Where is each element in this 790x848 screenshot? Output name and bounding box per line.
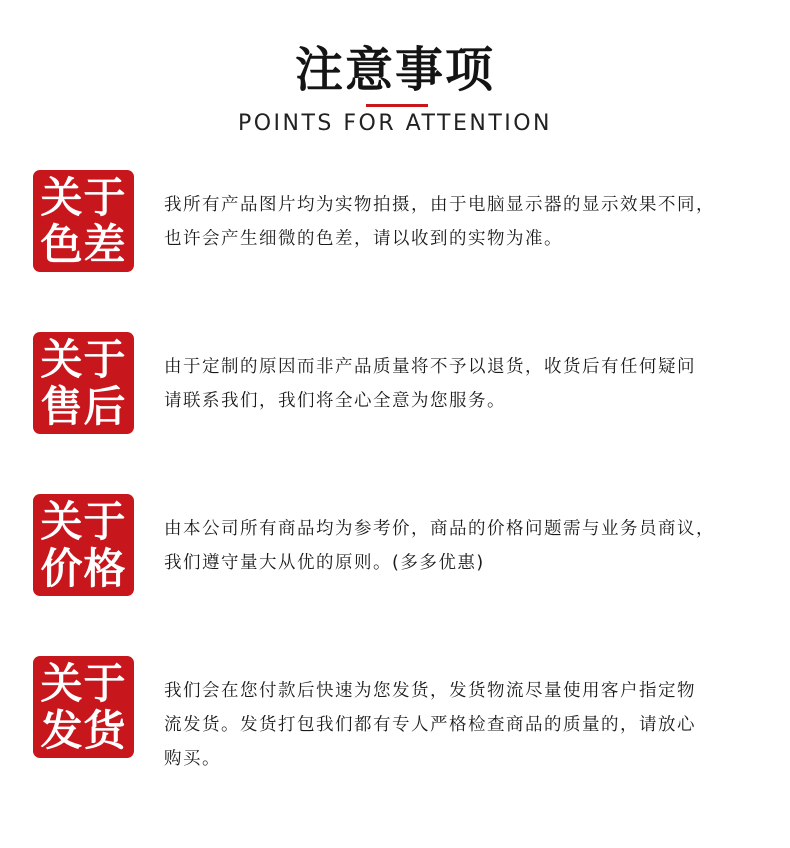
- description-line: 也许会产生细微的色差，请以收到的实物为准。: [164, 229, 563, 249]
- section-badge: [33, 656, 134, 758]
- badge-line-1: 关于: [40, 659, 127, 708]
- page-title: 注意事项: [294, 42, 495, 98]
- section-description: [164, 512, 776, 580]
- description-line: 流发货。发货打包我们都有专人严格检查商品的质量的，请放心: [164, 715, 696, 735]
- description-line: 我们会在您付款后快速为您发货，发货物流尽量使用客户指定物: [164, 681, 696, 701]
- section-description: [164, 674, 776, 776]
- section-after-sales: [33, 332, 773, 434]
- badge-line-2: 发货: [40, 706, 127, 755]
- badge-line-1: 关于: [40, 173, 127, 222]
- badge-line-1: 关于: [40, 335, 127, 384]
- badge-line-2: 售后: [40, 382, 127, 431]
- badge-line-1: 关于: [40, 497, 127, 546]
- description-line: 请联系我们，我们将全心全意为您服务。: [164, 391, 506, 411]
- section-price: [33, 494, 773, 596]
- description-line: 我所有产品图片均为实物拍摄，由于电脑显示器的显示效果不同，: [164, 195, 715, 215]
- section-badge: [33, 494, 134, 596]
- title-underline: [366, 104, 428, 107]
- page-subtitle: POINTS FOR ATTENTION: [237, 111, 553, 136]
- description-line: 由于定制的原因而非产品质量将不予以退货，收货后有任何疑问: [164, 357, 696, 377]
- section-badge: [33, 170, 134, 272]
- section-shipping: [33, 656, 773, 769]
- badge-line-2: 价格: [40, 544, 127, 593]
- description-line: 我们遵守量大从优的原则。(多多优惠): [164, 553, 485, 573]
- section-badge: [33, 332, 134, 434]
- badge-line-2: 色差: [40, 220, 127, 269]
- section-description: [164, 350, 776, 418]
- description-line: 购买。: [164, 749, 221, 769]
- section-description: [164, 188, 776, 256]
- section-color-difference: [33, 170, 773, 272]
- description-line: 由本公司所有商品均为参考价，商品的价格问题需与业务员商议，: [164, 519, 715, 539]
